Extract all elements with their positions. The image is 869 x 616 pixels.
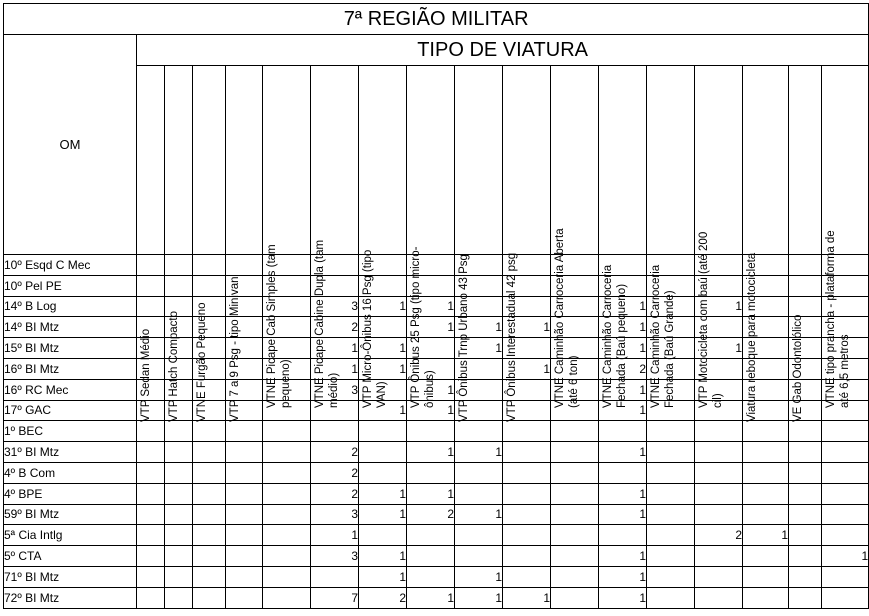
table-row	[4, 525, 869, 546]
value-cell	[695, 546, 743, 567]
value-cell: 1	[743, 525, 789, 546]
value-cell	[137, 462, 165, 483]
value-cell: 2	[311, 462, 359, 483]
column-header	[455, 66, 503, 422]
column-header-label: VTNE tipo prancha - plataforma de até 6,5 metros	[825, 230, 851, 408]
column-header-label: VTP Motocicleta com baú (até 200 cil)	[698, 231, 724, 408]
om-cell: 5º CTA	[4, 546, 137, 567]
value-cell	[165, 525, 193, 546]
value-cell: 1	[407, 587, 455, 608]
value-cell	[743, 566, 789, 587]
value-cell	[359, 462, 407, 483]
value-cell	[503, 483, 551, 504]
column-header	[137, 66, 165, 422]
value-cell: 1	[599, 587, 647, 608]
om-cell: 31º BI Mtz	[4, 442, 137, 463]
value-cell	[407, 462, 455, 483]
value-cell	[407, 421, 455, 442]
value-cell: 2	[311, 442, 359, 463]
column-header-label: VTNE Picape Cab Simples (tam pequeno)	[266, 244, 292, 408]
column-header-label: VTNE Picape Cabine Dupla (tam médio)	[314, 239, 340, 408]
value-cell	[193, 504, 226, 525]
value-cell	[311, 421, 359, 442]
value-cell: 1	[695, 296, 743, 317]
value-cell	[193, 525, 226, 546]
value-cell: 1	[455, 317, 503, 338]
value-cell: 3	[311, 379, 359, 400]
value-cell	[226, 525, 263, 546]
value-cell	[743, 546, 789, 567]
value-cell	[455, 525, 503, 546]
value-cell	[503, 421, 551, 442]
value-cell	[789, 421, 822, 442]
column-header	[599, 66, 647, 408]
value-cell: 1	[311, 525, 359, 546]
om-column-header: OM	[4, 35, 137, 255]
table-row	[4, 421, 869, 442]
value-cell	[263, 504, 311, 525]
value-cell	[165, 504, 193, 525]
value-cell: 1	[359, 504, 407, 525]
table-row	[4, 587, 869, 608]
value-cell	[165, 587, 193, 608]
value-cell: 1	[359, 338, 407, 359]
value-cell	[193, 442, 226, 463]
value-cell	[822, 421, 869, 442]
value-cell: 1	[359, 400, 407, 421]
value-cell: 2	[407, 504, 455, 525]
value-cell	[455, 462, 503, 483]
value-cell	[695, 587, 743, 608]
value-cell	[743, 421, 789, 442]
value-cell	[263, 546, 311, 567]
value-cell: 1	[455, 338, 503, 359]
column-header	[789, 66, 822, 422]
column-header	[193, 66, 226, 422]
om-cell: 14º BI Mtz	[4, 317, 137, 338]
value-cell	[599, 462, 647, 483]
value-cell	[695, 504, 743, 525]
value-cell: 1	[599, 504, 647, 525]
column-header	[647, 66, 695, 408]
value-cell	[551, 566, 599, 587]
value-cell	[551, 504, 599, 525]
column-header	[311, 66, 359, 408]
value-cell: 1	[599, 379, 647, 400]
value-cell	[226, 483, 263, 504]
value-cell	[263, 483, 311, 504]
column-header	[263, 66, 311, 408]
value-cell	[551, 421, 599, 442]
value-cell	[822, 525, 869, 546]
value-cell: 1	[407, 483, 455, 504]
value-cell: 1	[407, 379, 455, 400]
column-header	[165, 66, 193, 422]
om-cell: 10º Esqd C Mec	[4, 255, 137, 276]
value-cell	[503, 546, 551, 567]
value-cell	[822, 483, 869, 504]
value-cell	[695, 442, 743, 463]
value-cell: 3	[311, 296, 359, 317]
table-row	[4, 442, 869, 463]
value-cell	[263, 566, 311, 587]
value-cell	[359, 421, 407, 442]
column-header-label: VTNE Furgão Pequeno	[196, 302, 208, 422]
value-cell: 1	[599, 317, 647, 338]
value-cell: 7	[311, 587, 359, 608]
value-cell	[743, 442, 789, 463]
value-cell: 1	[407, 442, 455, 463]
column-header-label: VTP 7 a 9 Psg - tipo Minivan	[229, 276, 241, 422]
value-cell	[647, 566, 695, 587]
value-cell: 2	[311, 317, 359, 338]
om-cell: 1º BEC	[4, 421, 137, 442]
om-cell: 16º RC Mec	[4, 379, 137, 400]
value-cell: 1	[407, 400, 455, 421]
value-cell	[822, 566, 869, 587]
om-cell: 72º BI Mtz	[4, 587, 137, 608]
value-cell: 1	[455, 587, 503, 608]
table-row	[4, 483, 869, 504]
value-cell	[359, 525, 407, 546]
value-cell: 1	[822, 546, 869, 567]
table-row	[4, 462, 869, 483]
om-cell: 14º B Log	[4, 296, 137, 317]
value-cell	[503, 504, 551, 525]
column-header	[695, 66, 743, 408]
value-cell	[503, 525, 551, 546]
value-cell	[551, 442, 599, 463]
value-cell: 2	[359, 587, 407, 608]
value-cell	[647, 546, 695, 567]
value-cell	[647, 587, 695, 608]
value-cell	[226, 546, 263, 567]
value-cell	[226, 587, 263, 608]
value-cell	[789, 483, 822, 504]
column-header	[743, 66, 789, 422]
value-cell	[695, 421, 743, 442]
column-header-label: VTP Ônibus 25 Psg (tipo micro-ônibus)	[410, 246, 436, 408]
value-cell: 1	[503, 317, 551, 338]
value-cell	[599, 421, 647, 442]
value-cell	[263, 462, 311, 483]
value-cell: 1	[599, 338, 647, 359]
column-header	[551, 66, 599, 408]
value-cell	[551, 483, 599, 504]
om-cell: 17º GAC	[4, 400, 137, 421]
value-cell	[695, 566, 743, 587]
value-cell: 1	[455, 504, 503, 525]
value-cell: 3	[311, 546, 359, 567]
om-cell: 4º BPE	[4, 483, 137, 504]
value-cell: 1	[455, 566, 503, 587]
om-cell: 59º BI Mtz	[4, 504, 137, 525]
value-cell	[263, 587, 311, 608]
value-cell	[455, 483, 503, 504]
value-cell	[226, 442, 263, 463]
value-cell: 1	[359, 358, 407, 379]
value-cell	[647, 483, 695, 504]
value-cell	[503, 462, 551, 483]
value-cell	[165, 442, 193, 463]
value-cell	[789, 462, 822, 483]
value-cell	[455, 546, 503, 567]
column-header	[226, 66, 263, 422]
value-cell	[822, 587, 869, 608]
value-cell	[551, 546, 599, 567]
value-cell	[226, 566, 263, 587]
value-cell	[165, 462, 193, 483]
value-cell	[165, 566, 193, 587]
value-cell	[407, 566, 455, 587]
column-header-label: VTNE Caminhão Carroceria Fechada (Baú pequeno)	[602, 264, 628, 408]
value-cell: 1	[311, 358, 359, 379]
value-cell	[137, 525, 165, 546]
value-cell	[789, 566, 822, 587]
value-cell	[822, 504, 869, 525]
value-cell: 3	[311, 504, 359, 525]
value-cell: 1	[407, 296, 455, 317]
om-cell: 71º BI Mtz	[4, 566, 137, 587]
table-row	[4, 566, 869, 587]
value-cell	[647, 462, 695, 483]
value-cell	[263, 421, 311, 442]
value-cell: 1	[599, 566, 647, 587]
value-cell	[647, 504, 695, 525]
value-cell	[137, 546, 165, 567]
value-cell	[743, 587, 789, 608]
column-header-label: VTP Sedan Médio	[140, 328, 152, 422]
value-cell	[407, 546, 455, 567]
value-cell: 1	[503, 587, 551, 608]
value-cell	[137, 421, 165, 442]
value-cell: 1	[359, 483, 407, 504]
value-cell	[226, 462, 263, 483]
value-cell	[647, 421, 695, 442]
vehicle-type-header: TIPO DE VIATURA	[137, 35, 869, 66]
value-cell: 2	[695, 525, 743, 546]
value-cell	[743, 483, 789, 504]
om-cell: 5ª Cia Intlg	[4, 525, 137, 546]
value-cell	[359, 442, 407, 463]
value-cell: 1	[359, 296, 407, 317]
value-cell	[789, 504, 822, 525]
value-cell: 1	[599, 546, 647, 567]
value-cell: 2	[599, 358, 647, 379]
value-cell	[193, 462, 226, 483]
value-cell	[789, 546, 822, 567]
value-cell: 1	[599, 442, 647, 463]
value-cell	[137, 504, 165, 525]
column-header	[407, 66, 455, 408]
value-cell	[311, 566, 359, 587]
om-cell: 16º BI Mtz	[4, 358, 137, 379]
column-header-label: VTNE Caminhão Carroceria Aberta (até 6 ton)	[554, 228, 580, 408]
value-cell	[695, 462, 743, 483]
value-cell	[193, 483, 226, 504]
value-cell	[193, 566, 226, 587]
column-header	[822, 66, 869, 408]
table-row	[4, 546, 869, 567]
column-header	[503, 66, 551, 422]
value-cell	[263, 442, 311, 463]
column-header	[359, 66, 407, 408]
column-header-label: VTP Micro-Ônibus 16 Psg (tipo VAN)	[362, 249, 388, 408]
value-cell	[822, 442, 869, 463]
value-cell	[503, 442, 551, 463]
value-cell	[193, 421, 226, 442]
table-row	[4, 504, 869, 525]
column-header-label: VTP Hatch Compacto	[168, 310, 180, 422]
value-cell: 1	[599, 296, 647, 317]
value-cell	[193, 546, 226, 567]
value-cell	[789, 525, 822, 546]
value-cell: 1	[359, 546, 407, 567]
value-cell	[789, 442, 822, 463]
value-cell	[137, 442, 165, 463]
value-cell: 1	[503, 358, 551, 379]
value-cell: 1	[599, 400, 647, 421]
page-title: 7ª REGIÃO MILITAR	[4, 4, 869, 35]
value-cell	[226, 421, 263, 442]
value-cell	[137, 566, 165, 587]
value-cell	[551, 525, 599, 546]
column-header-label: Viatura reboque para motocicleta	[746, 252, 758, 422]
value-cell: 2	[311, 483, 359, 504]
value-cell	[193, 587, 226, 608]
column-header-label: VTP Ônibus Interestadual 42 psg	[506, 252, 518, 422]
value-cell	[599, 525, 647, 546]
value-cell	[503, 566, 551, 587]
value-cell	[743, 504, 789, 525]
value-cell	[165, 483, 193, 504]
vehicle-table	[3, 3, 869, 609]
value-cell	[789, 587, 822, 608]
value-cell	[226, 504, 263, 525]
value-cell	[165, 421, 193, 442]
value-cell	[455, 421, 503, 442]
column-header-label: VTP Ônibus Trnp Urbano 43 Psg	[458, 254, 470, 422]
value-cell: 1	[359, 566, 407, 587]
value-cell	[743, 462, 789, 483]
value-cell	[263, 525, 311, 546]
value-cell: 1	[455, 442, 503, 463]
value-cell	[551, 587, 599, 608]
value-cell: 1	[599, 483, 647, 504]
value-cell	[407, 525, 455, 546]
value-cell	[165, 546, 193, 567]
value-cell	[137, 587, 165, 608]
value-cell	[551, 462, 599, 483]
value-cell	[137, 483, 165, 504]
value-cell: 1	[311, 338, 359, 359]
column-header-label: VE Gab Odontolólico	[792, 314, 804, 422]
value-cell: 1	[407, 317, 455, 338]
value-cell	[822, 462, 869, 483]
value-cell	[647, 525, 695, 546]
value-cell: 1	[695, 338, 743, 359]
value-cell	[647, 442, 695, 463]
om-cell: 10º Pel PE	[4, 275, 137, 296]
column-header-label: VTNE Caminhão Carroceria Fechada (Baú Grande)	[650, 264, 676, 408]
om-cell: 4º B Com	[4, 462, 137, 483]
om-cell: 15º BI Mtz	[4, 338, 137, 359]
value-cell	[695, 483, 743, 504]
